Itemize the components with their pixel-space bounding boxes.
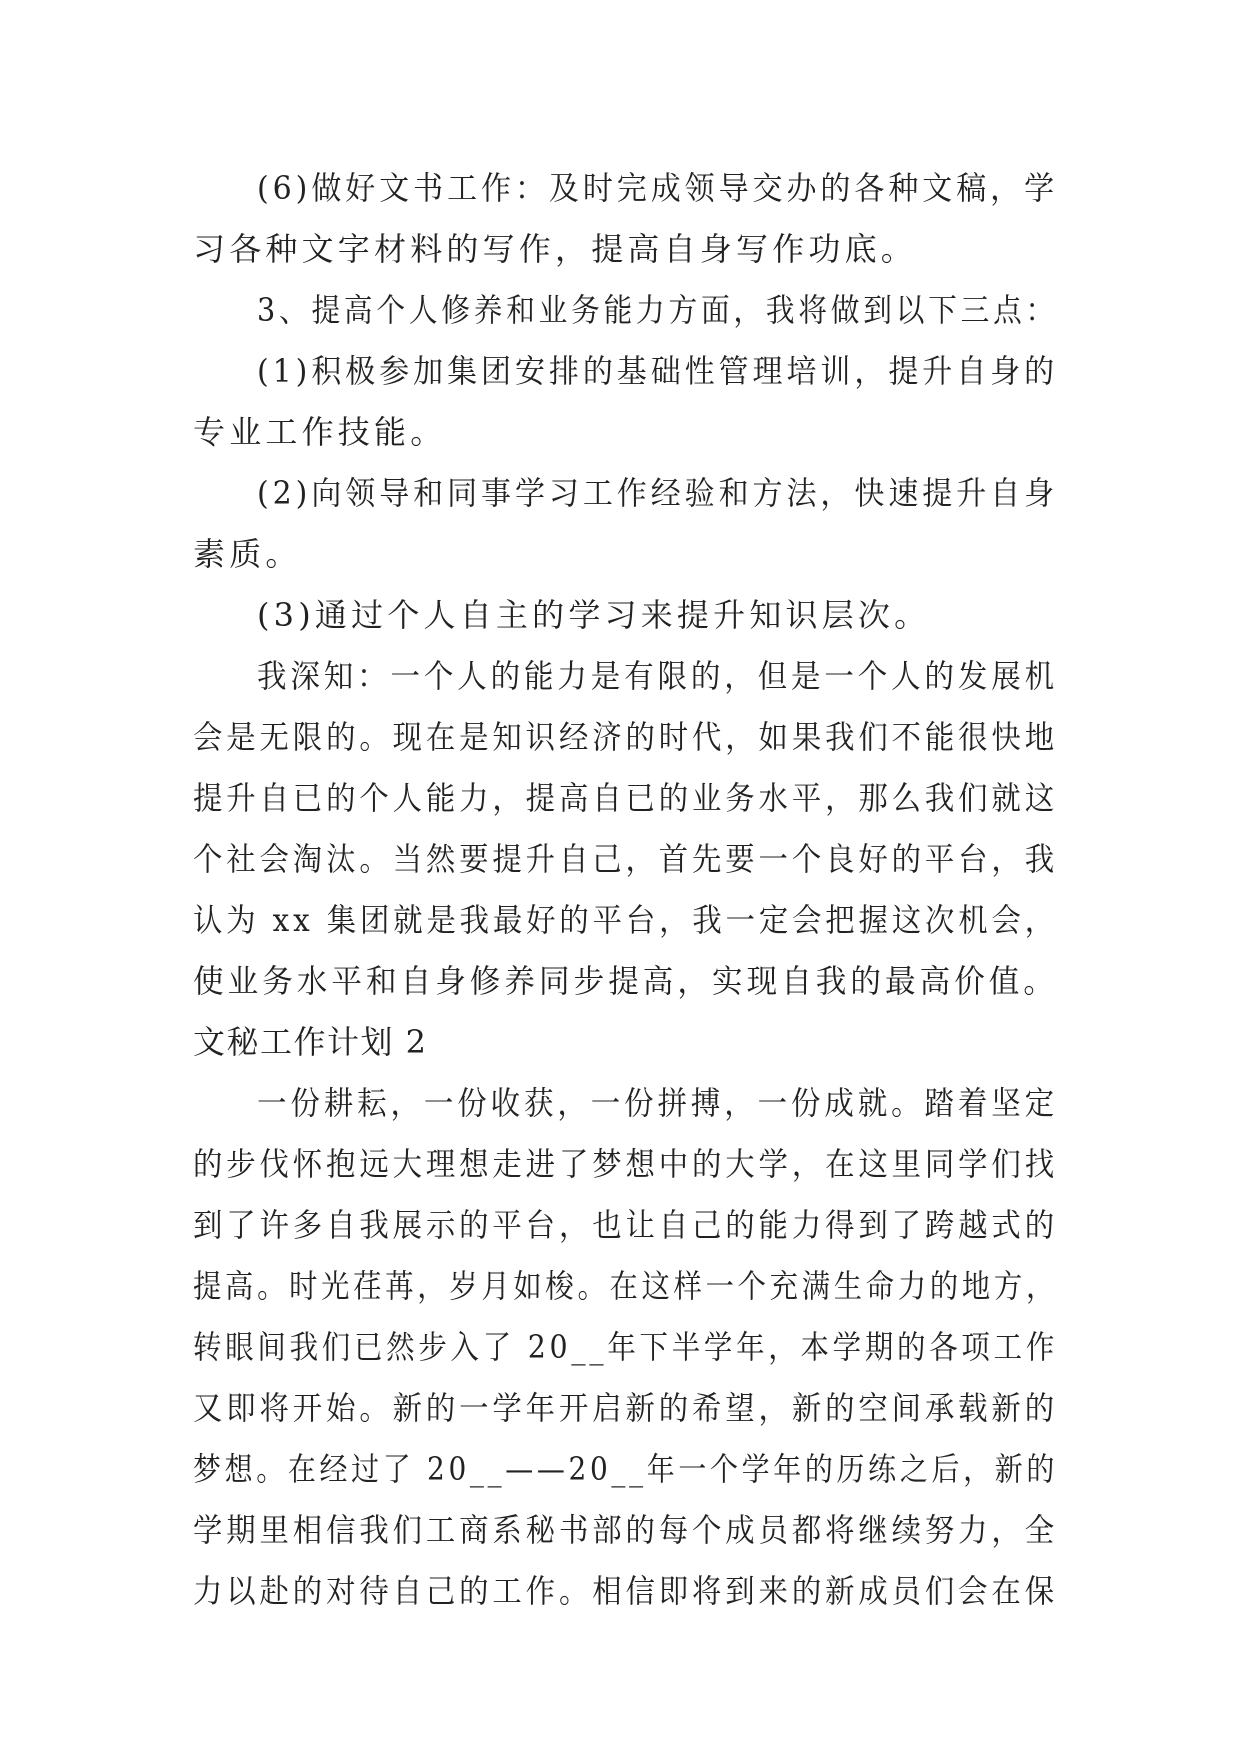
text-line-text: 习各种文字材料的写作，提高自身写作功底。 (193, 230, 918, 268)
text-line-text: 个社会淘汰。当然要提升自己，首先要一个良好的平台，我 (193, 840, 1058, 878)
text-line (193, 1317, 1059, 1378)
text-line (193, 1378, 1058, 1439)
document-body (193, 158, 1059, 1622)
text-line-text: (1)积极参加集团安排的基础性管理培训，提升自身的 (257, 352, 1059, 390)
text-line (193, 1134, 1058, 1195)
text-line (193, 463, 1059, 524)
text-line-text: 提升自已的个人能力，提高自已的业务水平，那么我们就这 (193, 779, 1058, 817)
text-line-text: 素质。 (193, 535, 302, 573)
text-line-text: (2)向领导和同事学习工作经验和方法，快速提升自身 (257, 474, 1059, 512)
text-line-text: 专业工作技能。 (193, 413, 447, 451)
text-line (193, 1256, 1059, 1317)
text-line (193, 646, 1058, 707)
text-line-text: 一份耕耘，一份收获，一份拼搏，一份成就。踏着坚定 (257, 1084, 1058, 1122)
text-line-text: 到了许多自我展示的平台，也让自己的能力得到了跨越式的 (193, 1206, 1058, 1244)
section-heading (193, 1012, 1053, 1073)
text-line (193, 402, 1053, 463)
text-line-text: 学期里相信我们工商系秘书部的每个成员都将继续努力，全 (193, 1511, 1058, 1549)
text-line (193, 219, 1053, 280)
text-line-text: 认为 xx 集团就是我最好的平台，我一定会把握这次机会， (193, 901, 1058, 939)
text-line (193, 1195, 1058, 1256)
text-line (193, 1439, 1058, 1500)
text-line (193, 1073, 1058, 1134)
text-line-text: 的步伐怀抱远大理想走进了梦想中的大学，在这里同学们找 (193, 1145, 1058, 1183)
text-line (193, 585, 1053, 646)
text-line (193, 1561, 1058, 1622)
text-line-text: 梦想。在经过了 20__——20__年一个学年的历练之后，新的 (193, 1450, 1058, 1488)
text-line-text: 会是无限的。现在是知识经济的时代，如果我们不能很快地 (193, 718, 1058, 756)
text-line-text: 转眼间我们已然步入了 20__年下半学年，本学期的各项工作 (193, 1328, 1059, 1366)
text-line-text: 提高。时光荏苒，岁月如梭。在这样一个充满生命力的地方， (193, 1267, 1059, 1305)
text-line-text: 使业务水平和自身修养同步提高，实现自我的最高价值。 (193, 962, 1059, 1000)
text-line-text: 3、提高个人修养和业务能力方面，我将做到以下三点： (257, 291, 1058, 329)
text-line (193, 341, 1059, 402)
text-line (193, 951, 1059, 1012)
text-line (193, 1500, 1058, 1561)
text-line-text: 又即将开始。新的一学年开启新的希望，新的空间承载新的 (193, 1389, 1058, 1427)
text-line (193, 158, 1059, 219)
text-line-text: 我深知：一个人的能力是有限的，但是一个人的发展机 (257, 657, 1058, 695)
text-line (193, 768, 1058, 829)
text-line (193, 829, 1058, 890)
text-line (193, 280, 1058, 341)
text-line-text: 力以赴的对待自己的工作。相信即将到来的新成员们会在保 (193, 1572, 1058, 1610)
text-line (193, 524, 1053, 585)
text-line-text: (6)做好文书工作：及时完成领导交办的各种文稿，学 (257, 169, 1059, 207)
section-heading-text: 文秘工作计划 2 (193, 1023, 428, 1061)
text-line (193, 890, 1058, 951)
text-line-text: (3)通过个人自主的学习来提升知识层次。 (257, 596, 931, 634)
text-line (193, 707, 1058, 768)
